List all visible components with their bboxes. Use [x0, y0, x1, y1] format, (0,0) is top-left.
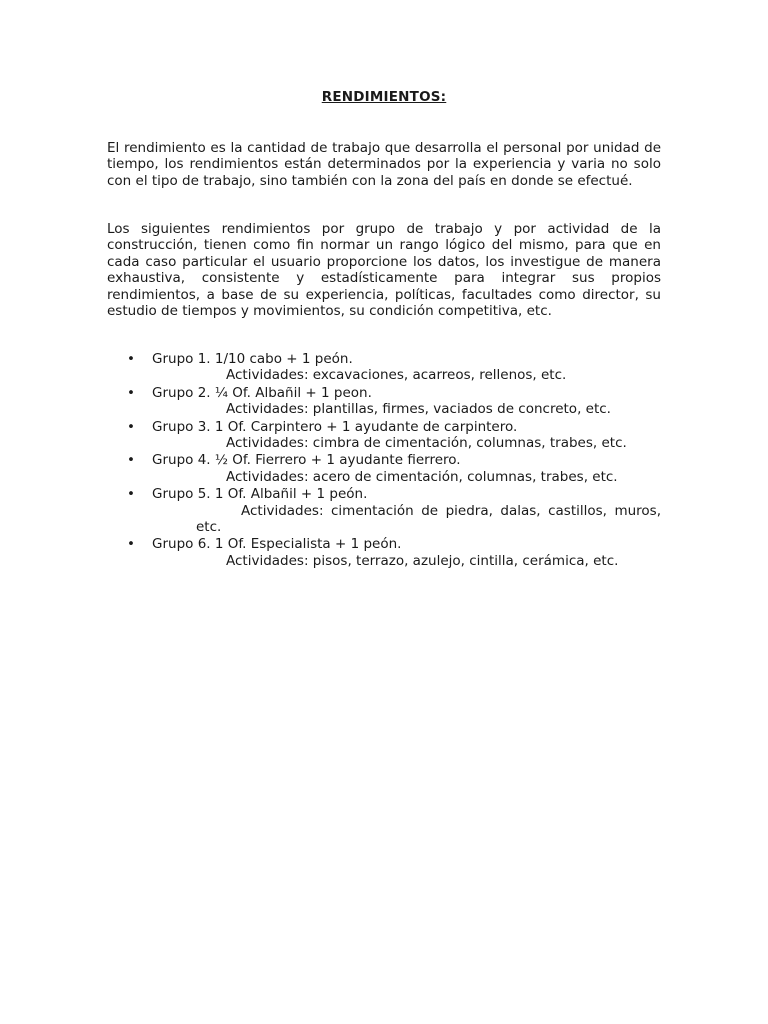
paragraph-purpose: Los siguientes rendimientos por grupo de trabajo y por actividad de la construcción, tienen como fin normar un rango lógico del mismo, para que en cada caso particular el usuario proporcione los datos, los investigue de manera exhaustiva, consistente y estadísticamente para integrar sus propios rendimientos, a base de su experiencia, políticas, facultades como director, su estudio de tiempos y movimientos, su condición competitiva, etc. — [107, 221, 661, 320]
list-item-group-6 — [107, 536, 661, 569]
group-label: Grupo 3. 1 Of. Carpintero + 1 ayudante de carpintero. — [152, 418, 518, 435]
bullet-icon: • — [127, 384, 135, 401]
group-activities-tail: etc. — [196, 519, 222, 536]
work-group-list — [107, 351, 661, 570]
bullet-icon: • — [127, 351, 135, 367]
group-activities: Actividades: cimbra de cimentación, columnas, trabes, etc. — [226, 435, 627, 452]
document-title: RENDIMIENTOS: — [321, 89, 447, 105]
list-item-group-3 — [107, 419, 661, 452]
paragraph-definition: El rendimiento es la cantidad de trabajo que desarrolla el personal por unidad de tiempo, los rendimientos están determinados por la experiencia y varia no solo con el tipo de trabajo, sino también con la zona del país en donde se efectué. — [107, 140, 661, 189]
list-item-group-5 — [107, 486, 661, 535]
list-item-group-2 — [107, 385, 661, 418]
group-activities: Actividades: excavaciones, acarreos, rellenos, etc. — [226, 367, 567, 384]
group-activities: Actividades: acero de cimentación, columnas, trabes, etc. — [226, 468, 618, 485]
bullet-icon: • — [127, 452, 135, 469]
group-activities: Actividades: pisos, terrazo, azulejo, cintilla, cerámica, etc. — [226, 552, 619, 569]
group-label: Grupo 6. 1 Of. Especialista + 1 peón. — [152, 536, 402, 553]
group-label: Grupo 5. 1 Of. Albañil + 1 peón. — [152, 486, 368, 503]
bullet-icon: • — [127, 418, 135, 435]
bullet-icon: • — [127, 486, 135, 503]
group-label: Grupo 1. 1/10 cabo + 1 peón. — [152, 351, 353, 367]
bullet-icon: • — [127, 536, 135, 553]
group-label: Grupo 4. ½ Of. Fierrero + 1 ayudante fierrero. — [152, 452, 461, 469]
list-item-group-4 — [107, 452, 661, 485]
list-item-group-1 — [107, 351, 661, 384]
group-label: Grupo 2. ¼ Of. Albañil + 1 peon. — [152, 384, 372, 401]
group-activities: Actividades: cimentación de piedra, dalas, castillos, muros, — [241, 502, 661, 519]
group-activities: Actividades: plantillas, firmes, vaciados de concreto, etc. — [226, 401, 611, 418]
